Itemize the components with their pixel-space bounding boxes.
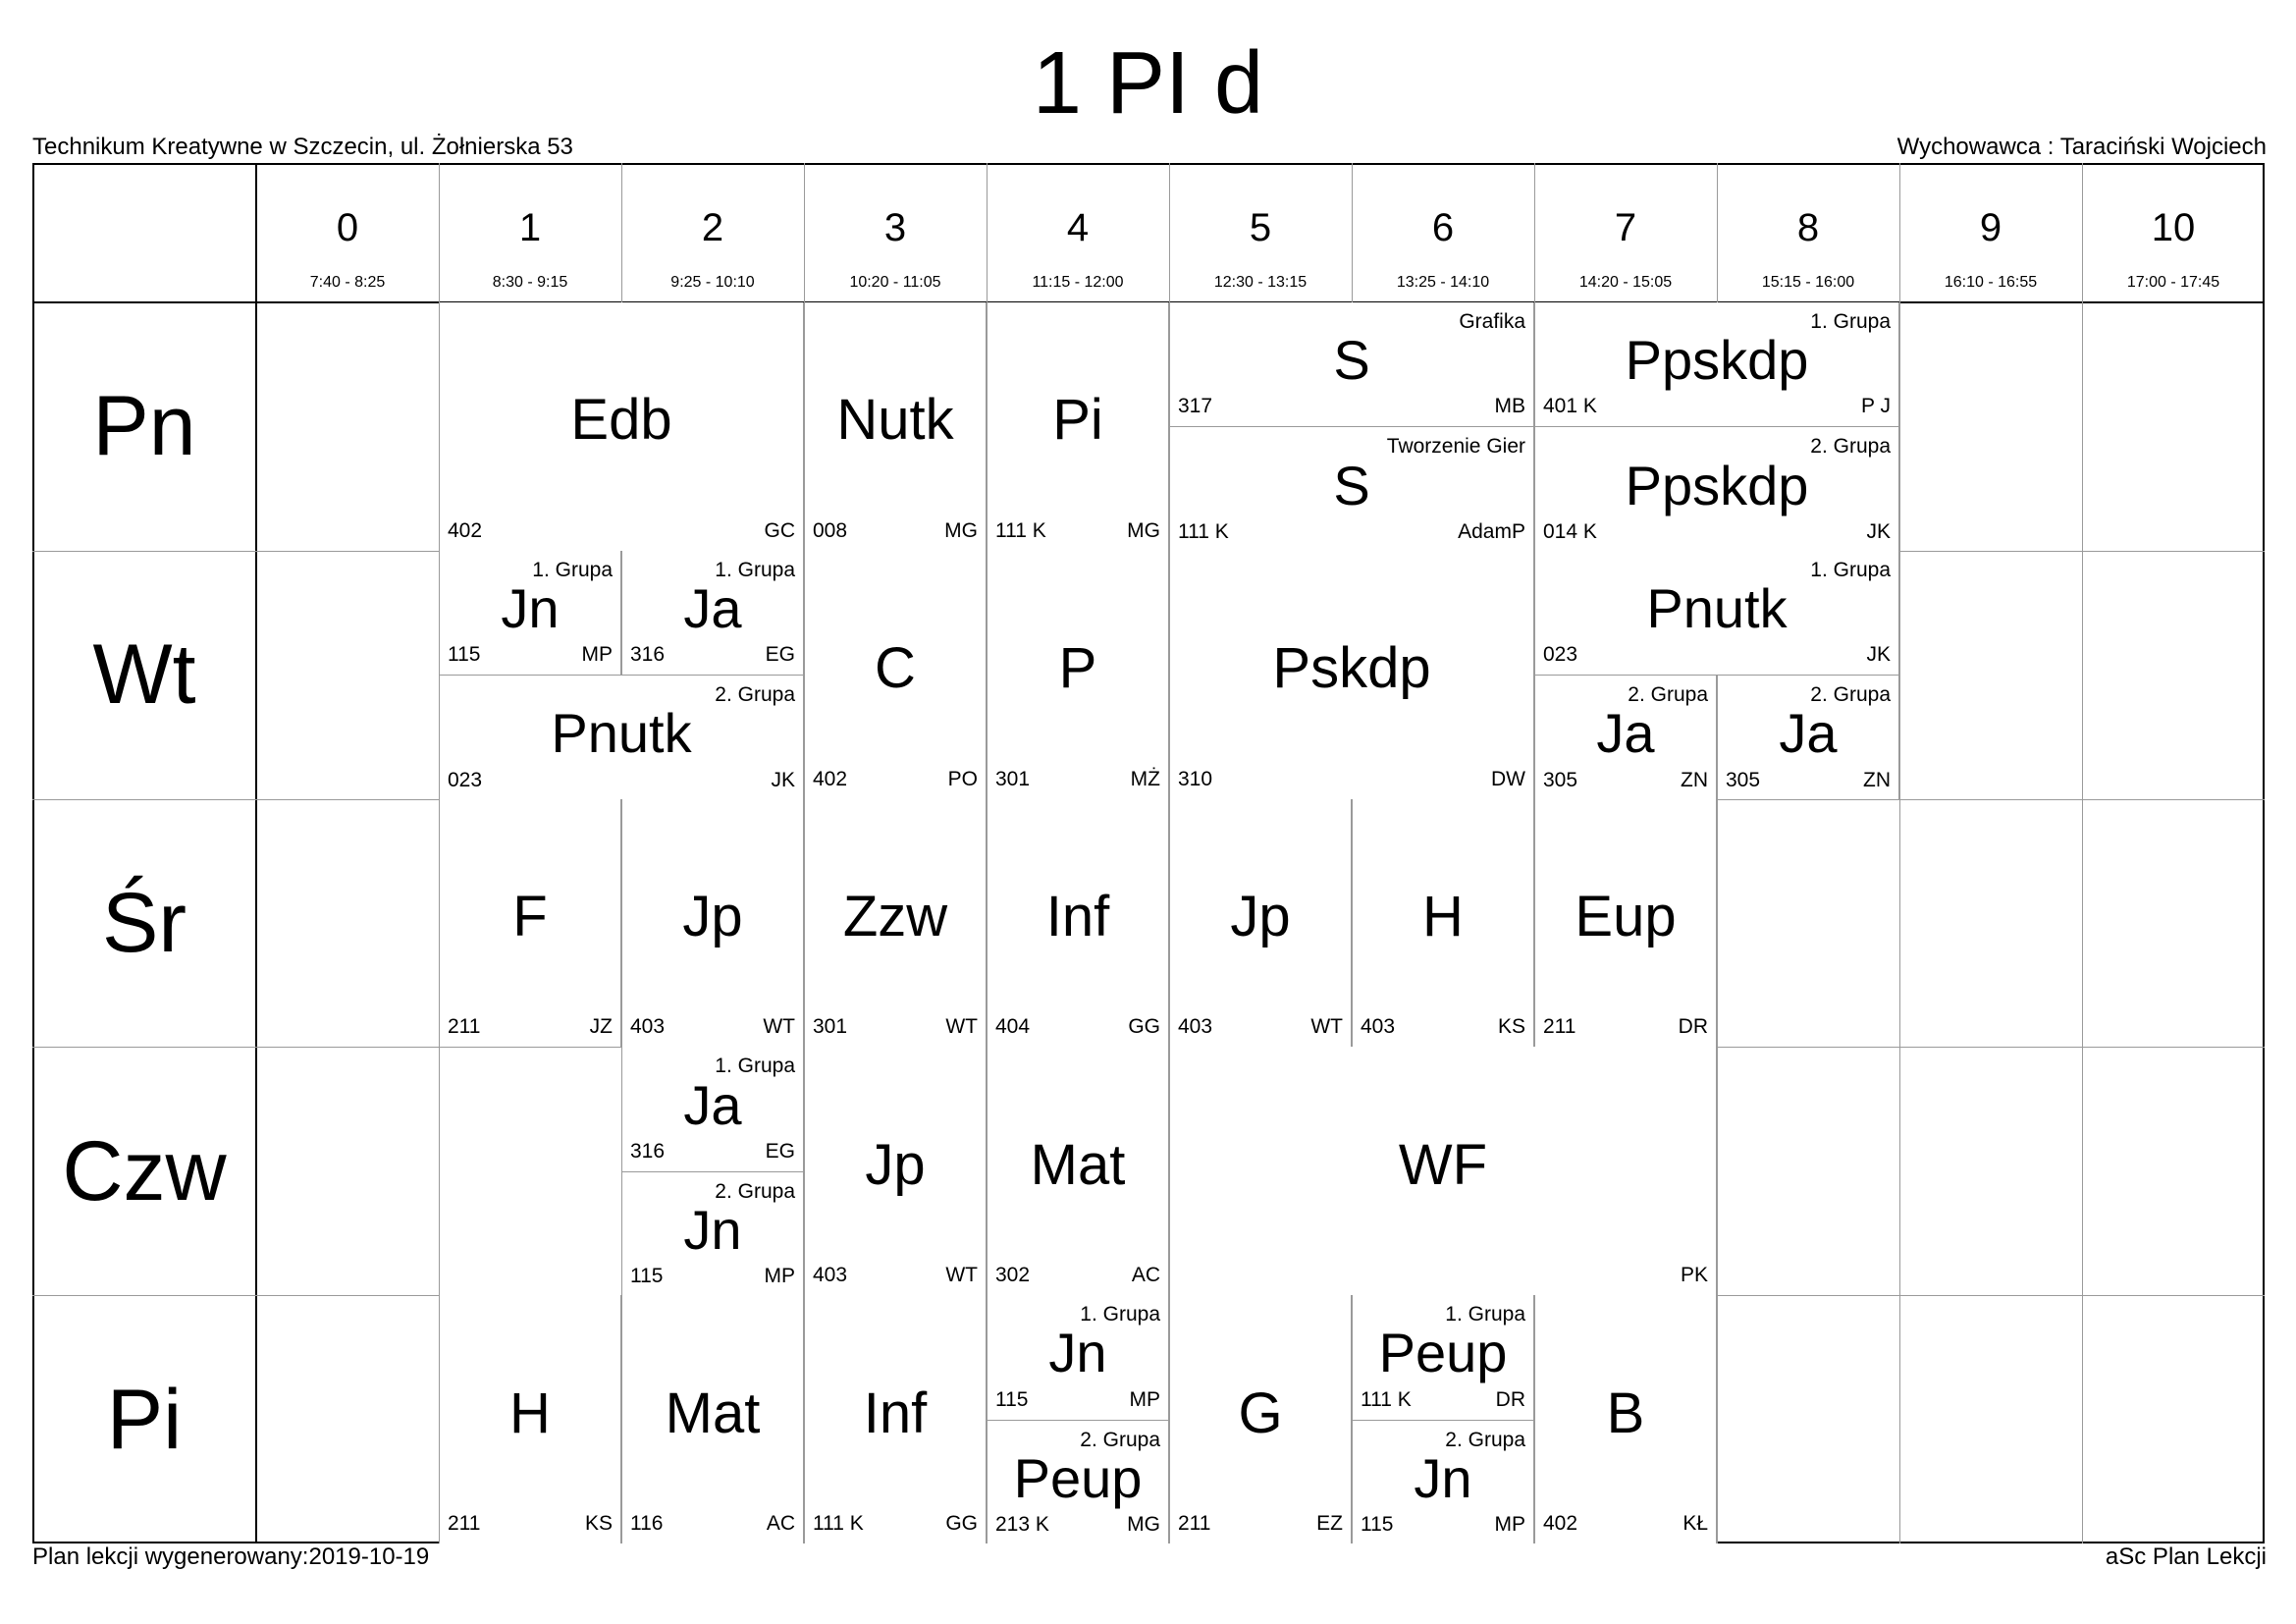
lesson-room: 305 [1726,768,1761,791]
period-number: 4 [1066,206,1090,249]
lesson-cell[interactable] [804,1295,987,1543]
lesson-room: 115 [1361,1512,1394,1536]
lesson-cell[interactable] [1169,426,1534,550]
lesson-teacher: MP [581,643,613,667]
day-label [32,302,256,551]
lesson-subject: Inf [863,1380,928,1445]
lesson-subject: Pskdp [1272,636,1431,701]
period-time: 15:15 - 16:00 [1761,274,1855,291]
day-name: Pi [106,1372,183,1467]
period-header [439,163,621,302]
lesson-room: 305 [1543,768,1578,791]
lesson-cell[interactable] [804,799,987,1048]
lesson-teacher: KS [584,1511,613,1535]
lesson-room: 111 K [1178,519,1229,543]
lesson-teacher: MG [1127,518,1160,542]
lesson-teacher: KŁ [1682,1511,1708,1535]
period-time: 9:25 - 10:10 [670,274,755,291]
lesson-cell[interactable] [804,551,987,799]
lesson-subject: Eup [1575,884,1677,948]
lesson-subject: Pnutk [1646,576,1788,639]
lesson-cell[interactable] [439,675,804,798]
lesson-cell[interactable] [439,302,804,551]
lesson-teacher: EG [765,1139,795,1163]
lesson-subject: Jp [682,884,743,948]
lesson-teacher: DR [1495,1387,1525,1411]
day-label [32,1047,256,1295]
period-number: 1 [518,206,542,249]
day-name: Pn [92,379,196,474]
lesson-group: 2. Grupa [1810,435,1891,459]
lesson-cell[interactable] [987,1295,1169,1419]
period-header [1717,163,1899,302]
lesson-cell[interactable] [439,551,621,675]
lesson-group: 1. Grupa [715,1055,795,1078]
lesson-teacher: JK [771,768,795,791]
lesson-teacher: GC [764,518,795,542]
lesson-teacher: ZN [1863,768,1891,791]
lesson-group: 1. Grupa [1810,310,1891,333]
lesson-cell[interactable] [621,1047,804,1170]
lesson-subject: Mat [1030,1132,1126,1197]
lesson-group: 1. Grupa [1080,1303,1160,1326]
lesson-teacher: MP [1129,1387,1160,1411]
period-number: 3 [883,206,907,249]
lesson-cell[interactable] [1169,551,1534,799]
lesson-subject: Mat [665,1380,761,1445]
lesson-cell[interactable] [1534,302,1899,426]
lesson-cell[interactable] [1534,426,1899,550]
lesson-teacher: JK [1866,643,1891,667]
period-number: 8 [1796,206,1820,249]
lesson-subject: Peup [1378,1322,1508,1384]
lesson-cell[interactable] [804,1047,987,1295]
lesson-teacher: MG [1127,1512,1160,1536]
lesson-room: 404 [995,1015,1031,1039]
lesson-subject: C [875,636,916,701]
lesson-group: Tworzenie Gier [1386,435,1525,459]
lesson-group: 1. Grupa [1445,1303,1525,1326]
lesson-subject: WF [1398,1132,1488,1197]
lesson-group: 2. Grupa [1810,683,1891,707]
period-time: 10:20 - 11:05 [849,274,941,291]
lesson-cell[interactable] [804,302,987,551]
lesson-teacher: JK [1866,519,1891,543]
lesson-teacher: GG [945,1511,978,1535]
lesson-teacher: PK [1680,1264,1708,1287]
lesson-subject: Ppskdp [1625,454,1809,516]
lesson-teacher: EG [765,643,795,667]
generated-date: Plan lekcji wygenerowany:2019-10-19 [32,1543,430,1570]
lesson-room: 302 [995,1264,1031,1287]
lesson-teacher: WT [763,1015,795,1039]
lesson-cell[interactable] [1534,1295,1717,1543]
software-name: aSc Plan Lekcji [2105,1543,2267,1570]
lesson-cell[interactable] [1534,799,1717,1048]
lesson-room: 403 [1178,1015,1213,1039]
lesson-cell[interactable] [621,551,804,675]
day-name: Śr [102,875,187,970]
lesson-teacher: DW [1491,767,1525,790]
period-col-separator [1899,302,1900,1543]
lesson-room: 211 [1178,1511,1211,1535]
lesson-room: 401 K [1543,395,1597,418]
period-time: 17:00 - 17:45 [2126,274,2220,291]
lesson-room: 211 [448,1015,481,1039]
lesson-teacher: AC [1131,1264,1160,1287]
period-time: 16:10 - 16:55 [1944,274,2038,291]
lesson-teacher: AdamP [1458,519,1525,543]
lesson-teacher: PO [947,767,978,790]
lesson-room: 402 [1543,1511,1578,1535]
lesson-subject: B [1606,1380,1645,1445]
lesson-teacher: MP [1494,1512,1525,1536]
lesson-room: 310 [1178,767,1213,790]
lesson-subject: Ja [683,1073,742,1136]
lesson-teacher: P J [1861,395,1891,418]
lesson-room: 115 [630,1265,664,1288]
lesson-teacher: JZ [589,1015,613,1039]
lesson-subject: Jp [865,1132,926,1197]
timetable-title: 1 PI d [1032,34,1264,133]
lesson-subject: Jn [501,576,560,639]
period-header [256,163,439,302]
lesson-cell[interactable] [1169,1295,1352,1543]
lesson-cell[interactable] [1352,1420,1534,1543]
lesson-room: 111 K [995,518,1046,542]
period-header [1899,163,2082,302]
period-header [621,163,804,302]
lesson-cell[interactable] [621,1295,804,1543]
lesson-subject: H [509,1380,551,1445]
lesson-teacher: MG [944,518,978,542]
lesson-room: 403 [630,1015,666,1039]
lesson-group: 2. Grupa [715,1179,795,1203]
lesson-teacher: MP [764,1265,795,1288]
lesson-subject: Nutk [836,388,954,453]
lesson-subject: Jn [1414,1446,1472,1509]
lesson-room: 111 K [813,1511,864,1535]
lesson-group: 1. Grupa [715,558,795,581]
lesson-subject: Inf [1045,884,1110,948]
lesson-subject: Ja [683,576,742,639]
lesson-room: 115 [448,643,481,667]
lesson-teacher: EZ [1316,1511,1343,1535]
lesson-subject: S [1333,329,1370,392]
lesson-teacher: KS [1497,1015,1525,1039]
lesson-room: 317 [1178,395,1213,418]
period-number: 5 [1249,206,1272,249]
lesson-teacher: WT [1310,1015,1343,1039]
period-header [1169,163,1352,302]
lesson-room: 211 [1543,1015,1576,1039]
day-name: Czw [62,1123,227,1218]
period-number: 10 [2151,206,2196,249]
lesson-cell[interactable] [439,1295,621,1543]
lesson-teacher: WT [945,1015,978,1039]
lesson-room: 213 K [995,1512,1049,1536]
day-label [32,799,256,1048]
lesson-room: 402 [448,518,483,542]
lesson-subject: Jn [1048,1322,1107,1384]
lesson-cell[interactable] [621,799,804,1048]
lesson-room: 115 [995,1387,1029,1411]
lesson-subject: Ja [1779,702,1838,765]
period-time: 12:30 - 13:15 [1213,274,1308,291]
lesson-cell[interactable] [987,551,1169,799]
lesson-teacher: MB [1494,395,1525,418]
lesson-room: 023 [1543,643,1578,667]
period-time: 7:40 - 8:25 [309,274,386,291]
lesson-teacher: DR [1678,1015,1708,1039]
lesson-group: Grafika [1459,310,1525,333]
lesson-group: 2. Grupa [1445,1428,1525,1451]
lesson-cell[interactable] [1352,1295,1534,1419]
lesson-room: 014 K [1543,519,1597,543]
lesson-subject: Zzw [842,884,948,948]
lesson-subject: F [512,884,548,948]
lesson-room: 008 [813,518,848,542]
period-header [987,163,1169,302]
period-col-separator [2082,302,2083,1543]
lesson-subject: S [1333,454,1370,516]
lesson-cell[interactable] [1534,551,1899,675]
lesson-room: 316 [630,643,666,667]
lesson-room: 301 [995,767,1031,790]
period-header [1534,163,1717,302]
lesson-group: 1. Grupa [1810,558,1891,581]
lesson-room: 403 [1361,1015,1396,1039]
period-header [804,163,987,302]
lesson-subject: Jp [1230,884,1291,948]
lesson-subject: Ppskdp [1625,329,1809,392]
lesson-teacher: WT [945,1264,978,1287]
period-time: 14:20 - 15:05 [1578,274,1673,291]
lesson-cell[interactable] [1717,675,1899,798]
day-label [32,551,256,799]
period-number: 2 [701,206,724,249]
lesson-cell[interactable] [439,799,621,1048]
lesson-subject: Edb [570,388,672,453]
lesson-room: 023 [448,768,483,791]
lesson-room: 316 [630,1139,666,1163]
lesson-cell[interactable] [987,1047,1169,1295]
lesson-subject: Peup [1013,1446,1143,1509]
lesson-cell[interactable] [1169,799,1352,1048]
period-number: 6 [1431,206,1455,249]
period-number: 7 [1614,206,1637,249]
lesson-subject: Ja [1596,702,1655,765]
lesson-cell[interactable] [987,799,1169,1048]
day-label [32,1295,256,1543]
lesson-cell[interactable] [621,1171,804,1295]
lesson-cell[interactable] [987,1420,1169,1543]
lesson-teacher: AC [766,1511,795,1535]
lesson-teacher: GG [1128,1015,1160,1039]
period-time: 11:15 - 12:00 [1032,274,1124,291]
class-teacher: Wychowawca : Taraciński Wojciech [1896,134,2267,160]
lesson-subject: Pi [1052,388,1103,453]
lesson-cell[interactable] [1169,302,1534,426]
period-header [2082,163,2265,302]
lesson-subject: Jn [683,1198,742,1261]
lesson-cell[interactable] [1169,1047,1717,1295]
lesson-subject: G [1238,1380,1283,1445]
lesson-room: 211 [448,1511,481,1535]
period-time: 13:25 - 14:10 [1396,274,1490,291]
lesson-room: 403 [813,1264,848,1287]
lesson-subject: H [1422,884,1464,948]
school-name: Technikum Kreatywne w Szczecin, ul. Żołnierska 53 [32,134,573,160]
lesson-cell[interactable] [987,302,1169,551]
lesson-group: 2. Grupa [715,683,795,707]
lesson-room: 111 K [1361,1387,1412,1411]
lesson-cell[interactable] [1352,799,1534,1048]
period-number: 0 [336,206,359,249]
lesson-group: 2. Grupa [1080,1428,1160,1451]
lesson-cell[interactable] [1534,675,1717,798]
lesson-group: 1. Grupa [532,558,613,581]
day-name: Wt [92,627,196,723]
lesson-subject: Pnutk [551,702,692,765]
lesson-room: 402 [813,767,848,790]
period-number: 9 [1979,206,2002,249]
period-time: 8:30 - 9:15 [492,274,568,291]
lesson-group: 2. Grupa [1628,683,1708,707]
lesson-teacher: ZN [1681,768,1708,791]
lesson-subject: P [1058,636,1097,701]
period-header [1352,163,1534,302]
lesson-teacher: MŻ [1130,767,1160,790]
lesson-room: 301 [813,1015,848,1039]
lesson-room: 116 [630,1511,664,1535]
